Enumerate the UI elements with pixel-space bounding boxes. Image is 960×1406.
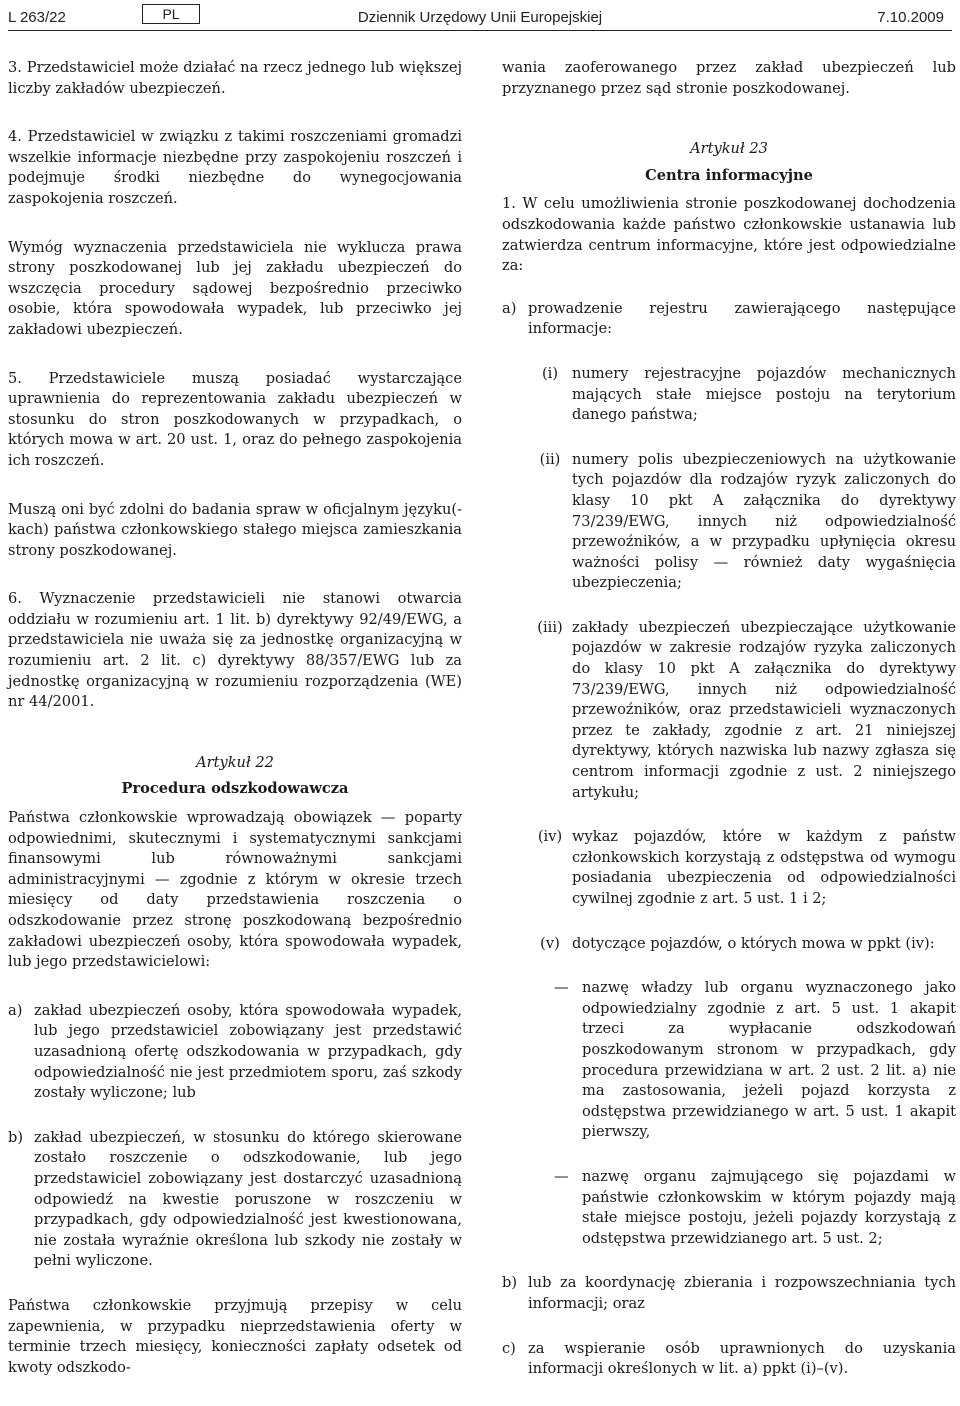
item-label: b) bbox=[502, 1274, 518, 1292]
item-label: a) bbox=[8, 1001, 23, 1019]
list-item-b bbox=[8, 1128, 462, 1272]
paragraph-5-sub: Muszą oni być zdolni do badania spraw w oficjalnym języku(-kach) państwa członkowskiego stałego miejsca zamieszkania strony poszkodowanej. bbox=[8, 500, 462, 559]
dash-label: — bbox=[554, 1167, 569, 1185]
language-badge: PL bbox=[142, 4, 200, 24]
sub-item-text: zakłady ubezpieczeń ubezpieczające użytkowanie pojazdów w zakresie rodzajów ryzyka zaliczonych do klasy 10 pkt A załącznika do dyrektywy 73/239/EWG, innych niż odpowiedzialność przewoźników, oraz przedstawicieli wyznaczonych przez te zakłady, zgodnie z art. 21 niniejszej dyrektywy, których nazwiska lub nazwy zgłasza się centrom informacji zgodnie z ust. 2 niniejszego artykułu; bbox=[572, 618, 956, 801]
item-text: lub za koordynację zbierania i rozpowszechniania tych informacji; oraz bbox=[528, 1274, 956, 1312]
sub-item-label: (i) bbox=[541, 364, 559, 382]
dash-text: nazwę organu zajmującego się pojazdami w państwie członkowskim w którym pojazdy mają stałe miejsce postoju, jeżeli pojazdy korzystają z odstępstwa przewidzianego art. 5 ust. 2; bbox=[582, 1167, 956, 1247]
list-item-c bbox=[502, 1339, 956, 1380]
sub-item-text: numery rejestracyjne pojazdów mechanicznych mających stałe miejsce postoju na terytorium danego państwa; bbox=[572, 364, 956, 424]
header-rule bbox=[8, 30, 952, 31]
item-text: zakład ubezpieczeń osoby, która spowodowała wypadek, lub jego przedstawiciel zobowiązany jest przedstawić uzasadnioną ofertę odszkodowania w przypadkach, gdy odpowiedzialność nie jest przedmiotem sporu, zaś szkody zostały wyliczone; lub bbox=[34, 1001, 462, 1102]
closing-paragraph: Państwa członkowskie przyjmują przepisy w celu zapewnienia, w przypadku nieprzedstawienia oferty w terminie trzech miesięcy, konieczności zapłaty odsetek od kwoty odszkodo- bbox=[8, 1296, 462, 1376]
paragraph-6: 6. Wyznaczenie przedstawicieli nie stanowi otwarcia oddziału w rozumieniu art. 1 lit. b) dyrektywy 92/49/EWG, a przedstawiciela nie uważa się za jednostkę organizacyjną w rozumieniu art. 2 lit. c) dyrektywy 88/357/EWG lub za jednostkę organizacyjną w rozumieniu rozporządzenia (WE) nr 44/2001. bbox=[8, 590, 462, 711]
sub-item-label: (iv) bbox=[537, 828, 563, 846]
dash-text: nazwę władzy lub organu wyznaczonego jako odpowiedzialny zgodnie z art. 5 ust. 1 akapit trzeci za wypłacanie odszkodowań poszkodowanym stronom w przypadkach, gdy procedura przewidziana w art. 2 ust. 2 lit. a) nie ma zastosowania, jeżeli pojazd korzysta z odstępstwa przewidzianego w art. 5 ust. 1 akapit pierwszy, bbox=[582, 979, 956, 1141]
item-text: zakład ubezpieczeń, w stosunku do którego skierowane zostało roszczenie o odszkodowanie, lub jego przedstawiciel zobowiązany jest dostarczyć uzasadnioną odpowiedź na kwestie poruszone w roszczeniu w przypadkach, gdy odpowiedzialność jest kwestionowana, nie została wyraźnie określona lub szkody nie zostały w pełni wyliczone. bbox=[34, 1128, 462, 1270]
sub-item-iv bbox=[528, 827, 956, 909]
dash-item-2 bbox=[554, 1167, 956, 1249]
list-item-a bbox=[8, 1001, 462, 1104]
paragraph-4: 4. Przedstawiciel w związku z takimi roszczeniami gromadzi wszelkie informacje niezbędne przy zaspokojeniu roszczeń i podejmuje środki niezbędne do wynegocjowania zaspokojenia roszczeń. bbox=[8, 128, 462, 207]
dash-label: — bbox=[554, 979, 569, 997]
sub-item-text: numery polis ubezpieczeniowych na użytkowanie tych pojazdów dla rodzajów ryzyk zaliczonych do klasy 10 pkt A załącznika do dyrektywy 73/239/EWG, innych niż odpowiedzialność przewoźników, a w przypadku upłynięcia okresu ważności polisy — również daty wygaśnięcia ubezpieczenia; bbox=[572, 450, 956, 592]
item-text: prowadzenie rejestru zawierającego następujące informacje: bbox=[528, 299, 956, 338]
journal-title: Dziennik Urzędowy Unii Europejskiej bbox=[357, 8, 603, 26]
list-item-b bbox=[502, 1273, 956, 1314]
issue-number: L 263/22 bbox=[8, 8, 66, 26]
publication-date: 7.10.2009 bbox=[877, 8, 944, 26]
list-item-a bbox=[502, 299, 956, 340]
sub-item-label: (v) bbox=[540, 934, 560, 952]
paragraph-3: 3. Przedstawiciel może działać na rzecz jednego lub większej liczby zakładów ubezpieczeń. bbox=[8, 59, 462, 97]
article-23-paragraph-1: 1. W celu umożliwienia stronie poszkodowanej dochodzenia odszkodowania każde państwo członkowskie ustanawia lub zatwierdza centrum informacyjne, które jest odpowiedzialne za: bbox=[502, 195, 956, 275]
article-22-heading: Procedura odszkodowawcza bbox=[121, 780, 349, 798]
article-22-number: Artykuł 22 bbox=[196, 753, 274, 771]
sub-item-label: (iii) bbox=[537, 618, 563, 636]
article-23-heading: Centra informacyjne bbox=[645, 166, 813, 184]
item-label: b) bbox=[8, 1128, 24, 1146]
sub-item-iii bbox=[528, 618, 956, 803]
item-label: a) bbox=[502, 299, 517, 317]
article-22-intro: Państwa członkowskie wprowadzają obowiązek — poparty odpowiednimi, skutecznymi i systematycznymi sankcjami finansowymi lub równoważnymi sankcjami administracyjnymi — zgodnie z którym w okresie trzech miesięcy od daty przedstawienia roszczenia o odszkodowanie przez stronę poszkodowaną bezpośrednio zakładowi ubezpieczeń osoby, która spowodowała wypadek, lub jego przedstawicielowi: bbox=[8, 809, 462, 971]
paragraph-4-sub: Wymóg wyznaczenia przedstawiciela nie wyklucza prawa strony poszkodowanej lub jej zakładu ubezpieczeń do wszczęcia procedury sądowej bezpośrednio przeciwko osobie, która spowodowała wypadek, lub przeciwko jej zakładowi ubezpieczeń. bbox=[8, 238, 462, 338]
paragraph-5: 5. Przedstawiciele muszą posiadać wystarczające uprawnienia do reprezentowania zakładu ubezpieczeń w stosunku do stron poszkodowanych w przypadkach, o których mowa w art. 20 ust. 1, oraz do pełnego zaspokojenia ich roszczeń. bbox=[8, 369, 462, 469]
sub-item-ii bbox=[528, 450, 956, 594]
page-header bbox=[8, 4, 952, 30]
item-label: c) bbox=[502, 1339, 516, 1357]
article-23-number: Artykuł 23 bbox=[690, 140, 768, 158]
left-column bbox=[8, 58, 462, 1406]
dash-item-1 bbox=[554, 978, 956, 1143]
sub-item-text: dotyczące pojazdów, o których mowa w ppkt (iv): bbox=[572, 934, 935, 952]
continued-text: wania zaoferowanego przez zakład ubezpieczeń lub przyznanego przez sąd stronie poszkodowanej. bbox=[502, 59, 956, 97]
sub-item-i bbox=[528, 364, 956, 426]
right-column bbox=[502, 58, 956, 1404]
sub-item-label: (ii) bbox=[539, 450, 561, 468]
sub-item-text: wykaz pojazdów, które w każdym z państw członkowskich korzystają z odstępstwa od wymogu posiadania ubezpieczenia od odpowiedzialności cywilnej zgodnie z art. 5 ust. 1 i 2; bbox=[572, 828, 956, 907]
item-text: za wspieranie osób uprawnionych do uzyskania informacji określonych w lit. a) ppkt (i)–(v). bbox=[528, 1339, 956, 1378]
sub-item-v bbox=[528, 934, 956, 955]
